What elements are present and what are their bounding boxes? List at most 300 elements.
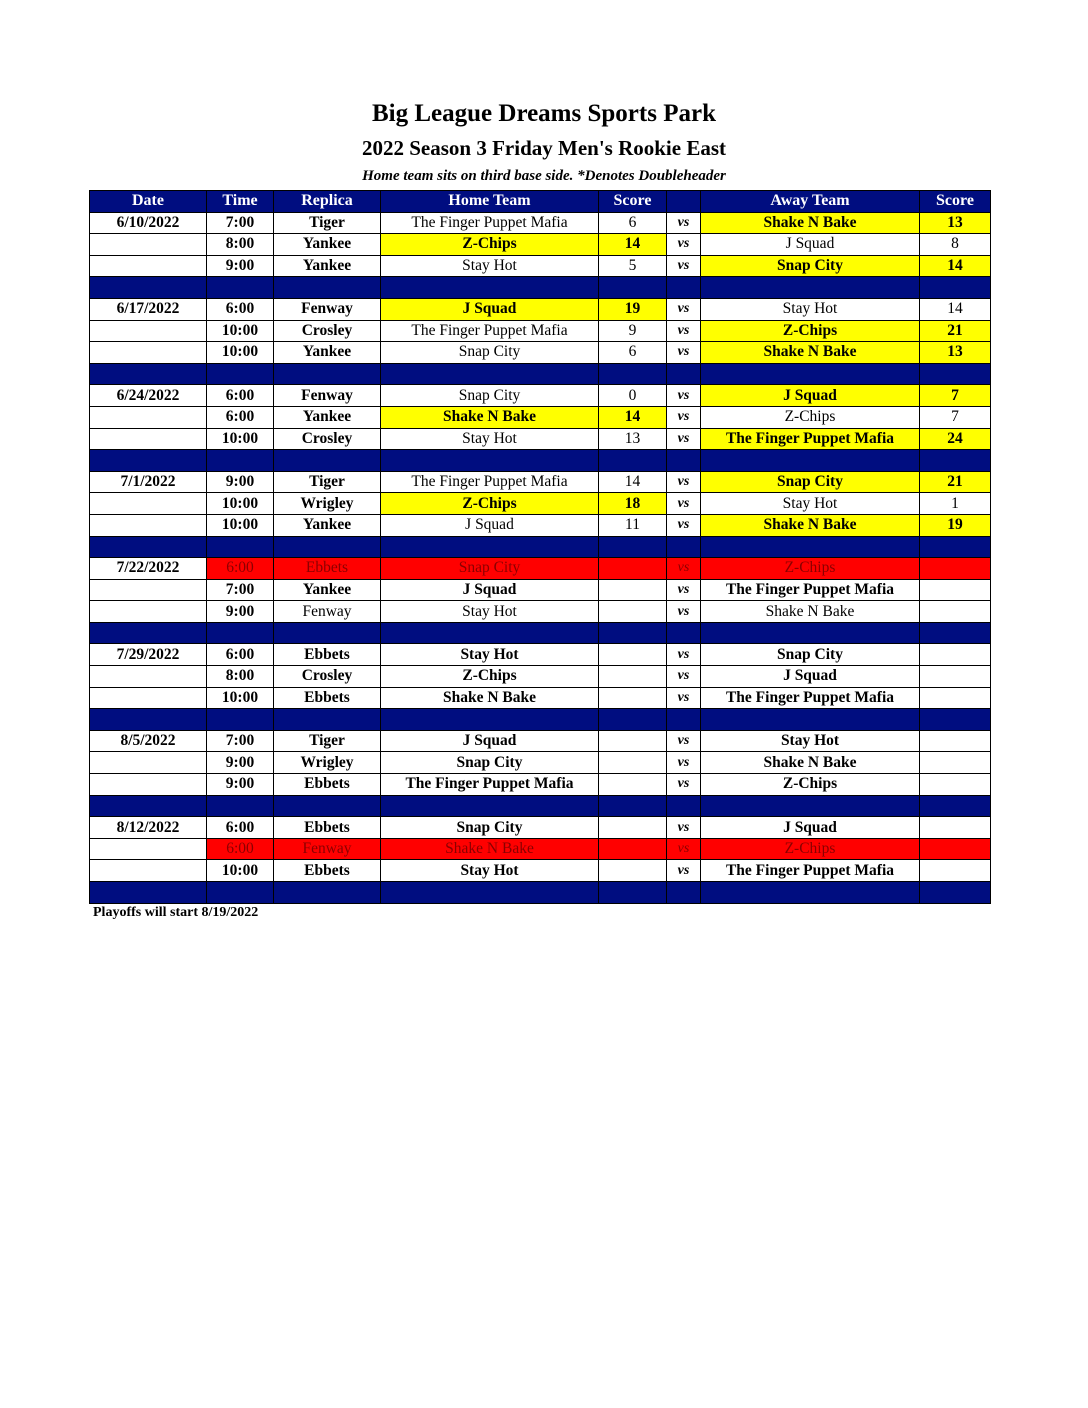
game-time: 10:00 [207, 514, 274, 536]
separator-cell [381, 795, 599, 817]
separator-cell [701, 536, 920, 558]
vs-label: vs [667, 406, 701, 428]
away-team: The Finger Puppet Mafia [701, 579, 920, 601]
away-score: 13 [920, 342, 991, 364]
separator-cell [667, 709, 701, 731]
game-time: 10:00 [207, 342, 274, 364]
separator-cell [599, 882, 667, 904]
separator-cell [701, 277, 920, 299]
separator-cell [274, 450, 381, 472]
separator-cell [701, 450, 920, 472]
away-team: Z-Chips [701, 774, 920, 796]
away-score: 24 [920, 428, 991, 450]
vs-label: vs [667, 342, 701, 364]
separator-cell [90, 882, 207, 904]
away-score: 1 [920, 493, 991, 515]
game-time: 10:00 [207, 687, 274, 709]
home-score [599, 817, 667, 839]
vs-label: vs [667, 774, 701, 796]
home-score [599, 666, 667, 688]
away-team: Z-Chips [701, 320, 920, 342]
home-score: 6 [599, 212, 667, 234]
separator-cell [599, 277, 667, 299]
vs-label: vs [667, 298, 701, 320]
home-score [599, 579, 667, 601]
game-date [90, 687, 207, 709]
home-score [599, 752, 667, 774]
schedule-table [89, 190, 991, 904]
home-team: The Finger Puppet Mafia [381, 320, 599, 342]
home-team: Snap City [381, 752, 599, 774]
separator-cell [599, 795, 667, 817]
game-replica: Yankee [274, 579, 381, 601]
game-row [90, 601, 991, 623]
away-team: Stay Hot [701, 730, 920, 752]
separator-cell [274, 277, 381, 299]
game-row [90, 385, 991, 407]
separator-cell [667, 795, 701, 817]
game-row [90, 860, 991, 882]
week-separator [90, 450, 991, 472]
header-vs [667, 191, 701, 213]
away-team: Shake N Bake [701, 212, 920, 234]
game-date: 8/12/2022 [90, 817, 207, 839]
home-team: Stay Hot [381, 860, 599, 882]
home-score [599, 838, 667, 860]
game-date: 7/29/2022 [90, 644, 207, 666]
home-team: The Finger Puppet Mafia [381, 212, 599, 234]
game-date: 6/10/2022 [90, 212, 207, 234]
away-team: Snap City [701, 255, 920, 277]
separator-cell [207, 277, 274, 299]
home-team: The Finger Puppet Mafia [381, 471, 599, 493]
home-score: 11 [599, 514, 667, 536]
game-time: 8:00 [207, 234, 274, 256]
game-date [90, 428, 207, 450]
home-score: 18 [599, 493, 667, 515]
game-date [90, 342, 207, 364]
home-team: J Squad [381, 730, 599, 752]
home-score: 19 [599, 298, 667, 320]
away-score: 19 [920, 514, 991, 536]
game-time: 10:00 [207, 320, 274, 342]
week-separator [90, 709, 991, 731]
separator-cell [274, 363, 381, 385]
home-score: 5 [599, 255, 667, 277]
home-team: Stay Hot [381, 255, 599, 277]
week-separator [90, 363, 991, 385]
separator-cell [381, 363, 599, 385]
separator-cell [207, 536, 274, 558]
away-score [920, 752, 991, 774]
game-replica: Fenway [274, 838, 381, 860]
home-team: Z-Chips [381, 493, 599, 515]
separator-cell [599, 536, 667, 558]
game-date [90, 514, 207, 536]
separator-cell [274, 622, 381, 644]
vs-label: vs [667, 666, 701, 688]
game-replica: Crosley [274, 320, 381, 342]
week-separator [90, 622, 991, 644]
game-row [90, 406, 991, 428]
separator-cell [599, 622, 667, 644]
separator-cell [207, 450, 274, 472]
game-replica: Fenway [274, 298, 381, 320]
header-row [90, 191, 991, 213]
away-score: 14 [920, 255, 991, 277]
vs-label: vs [667, 817, 701, 839]
separator-cell [90, 450, 207, 472]
away-score: 13 [920, 212, 991, 234]
away-score [920, 644, 991, 666]
game-row [90, 666, 991, 688]
game-replica: Ebbets [274, 774, 381, 796]
game-time: 6:00 [207, 558, 274, 580]
game-date: 6/24/2022 [90, 385, 207, 407]
separator-cell [920, 795, 991, 817]
separator-cell [381, 450, 599, 472]
separator-cell [920, 882, 991, 904]
away-team: Z-Chips [701, 838, 920, 860]
game-time: 7:00 [207, 212, 274, 234]
separator-cell [207, 709, 274, 731]
game-replica: Tiger [274, 471, 381, 493]
home-team: Shake N Bake [381, 406, 599, 428]
game-date [90, 838, 207, 860]
game-row [90, 514, 991, 536]
separator-cell [90, 363, 207, 385]
game-replica: Yankee [274, 514, 381, 536]
separator-cell [667, 536, 701, 558]
home-team: Z-Chips [381, 666, 599, 688]
away-score: 8 [920, 234, 991, 256]
header-away-score: Score [920, 191, 991, 213]
game-time: 6:00 [207, 298, 274, 320]
header-replica: Replica [274, 191, 381, 213]
header-time: Time [207, 191, 274, 213]
away-score [920, 579, 991, 601]
game-time: 6:00 [207, 406, 274, 428]
away-score [920, 687, 991, 709]
vs-label: vs [667, 601, 701, 623]
game-time: 9:00 [207, 774, 274, 796]
away-score [920, 558, 991, 580]
vs-label: vs [667, 730, 701, 752]
home-score [599, 558, 667, 580]
away-score [920, 601, 991, 623]
game-row [90, 558, 991, 580]
game-replica: Yankee [274, 406, 381, 428]
game-row [90, 428, 991, 450]
game-date [90, 255, 207, 277]
game-row [90, 471, 991, 493]
separator-cell [90, 536, 207, 558]
game-time: 7:00 [207, 579, 274, 601]
separator-cell [701, 795, 920, 817]
home-score: 14 [599, 406, 667, 428]
separator-cell [381, 709, 599, 731]
game-replica: Ebbets [274, 860, 381, 882]
game-row [90, 234, 991, 256]
game-date [90, 752, 207, 774]
separator-cell [701, 882, 920, 904]
vs-label: vs [667, 385, 701, 407]
game-replica: Yankee [274, 234, 381, 256]
separator-cell [90, 795, 207, 817]
game-row [90, 212, 991, 234]
away-team: Shake N Bake [701, 752, 920, 774]
home-team: Stay Hot [381, 644, 599, 666]
separator-cell [599, 363, 667, 385]
separator-cell [920, 450, 991, 472]
game-date: 7/22/2022 [90, 558, 207, 580]
game-replica: Tiger [274, 730, 381, 752]
separator-cell [667, 622, 701, 644]
home-team: The Finger Puppet Mafia [381, 774, 599, 796]
separator-cell [667, 363, 701, 385]
home-team: Stay Hot [381, 428, 599, 450]
home-team: J Squad [381, 298, 599, 320]
away-team: The Finger Puppet Mafia [701, 687, 920, 709]
header-away-team: Away Team [701, 191, 920, 213]
game-row [90, 817, 991, 839]
game-date [90, 579, 207, 601]
separator-cell [274, 709, 381, 731]
separator-cell [381, 622, 599, 644]
separator-cell [920, 709, 991, 731]
separator-cell [920, 363, 991, 385]
home-team: Snap City [381, 385, 599, 407]
separator-cell [207, 795, 274, 817]
home-score: 0 [599, 385, 667, 407]
separator-cell [381, 536, 599, 558]
schedule-body [90, 212, 991, 903]
game-replica: Fenway [274, 385, 381, 407]
home-score: 9 [599, 320, 667, 342]
game-time: 6:00 [207, 838, 274, 860]
game-replica: Ebbets [274, 644, 381, 666]
home-score: 13 [599, 428, 667, 450]
away-score [920, 774, 991, 796]
game-row [90, 752, 991, 774]
vs-label: vs [667, 687, 701, 709]
game-time: 9:00 [207, 752, 274, 774]
game-time: 6:00 [207, 644, 274, 666]
vs-label: vs [667, 320, 701, 342]
game-date [90, 320, 207, 342]
game-time: 7:00 [207, 730, 274, 752]
home-team: Snap City [381, 558, 599, 580]
game-date [90, 493, 207, 515]
away-score: 21 [920, 471, 991, 493]
home-score [599, 687, 667, 709]
game-row [90, 320, 991, 342]
week-separator [90, 536, 991, 558]
game-date: 6/17/2022 [90, 298, 207, 320]
home-score [599, 730, 667, 752]
away-team: Snap City [701, 471, 920, 493]
separator-cell [381, 882, 599, 904]
game-date [90, 860, 207, 882]
separator-cell [599, 709, 667, 731]
separator-cell [274, 795, 381, 817]
schedule-note: Home team sits on third base side. *Denotes Doubleheader [362, 168, 726, 184]
separator-cell [207, 882, 274, 904]
week-separator [90, 882, 991, 904]
game-date [90, 774, 207, 796]
game-time: 6:00 [207, 385, 274, 407]
separator-cell [920, 622, 991, 644]
separator-cell [90, 622, 207, 644]
game-row [90, 298, 991, 320]
away-score [920, 666, 991, 688]
separator-cell [274, 536, 381, 558]
home-team: Shake N Bake [381, 687, 599, 709]
away-team: J Squad [701, 234, 920, 256]
game-time: 10:00 [207, 493, 274, 515]
header-date: Date [90, 191, 207, 213]
away-score: 7 [920, 385, 991, 407]
vs-label: vs [667, 212, 701, 234]
separator-cell [667, 882, 701, 904]
home-score [599, 601, 667, 623]
home-team: Snap City [381, 817, 599, 839]
away-score: 14 [920, 298, 991, 320]
away-score: 21 [920, 320, 991, 342]
game-row [90, 774, 991, 796]
away-team: Shake N Bake [701, 342, 920, 364]
away-score [920, 838, 991, 860]
away-team: Shake N Bake [701, 601, 920, 623]
week-separator [90, 277, 991, 299]
home-score [599, 860, 667, 882]
game-replica: Ebbets [274, 817, 381, 839]
vs-label: vs [667, 514, 701, 536]
game-time: 8:00 [207, 666, 274, 688]
away-team: Z-Chips [701, 558, 920, 580]
game-row [90, 579, 991, 601]
vs-label: vs [667, 860, 701, 882]
game-time: 9:00 [207, 471, 274, 493]
away-team: J Squad [701, 817, 920, 839]
game-row [90, 342, 991, 364]
home-team: J Squad [381, 579, 599, 601]
away-team: Stay Hot [701, 298, 920, 320]
game-time: 6:00 [207, 817, 274, 839]
vs-label: vs [667, 558, 701, 580]
game-time: 9:00 [207, 601, 274, 623]
game-time: 10:00 [207, 428, 274, 450]
vs-label: vs [667, 752, 701, 774]
separator-cell [207, 622, 274, 644]
header-home-score: Score [599, 191, 667, 213]
away-team: J Squad [701, 385, 920, 407]
home-team: Stay Hot [381, 601, 599, 623]
away-team: The Finger Puppet Mafia [701, 428, 920, 450]
home-team: Snap City [381, 342, 599, 364]
game-date [90, 406, 207, 428]
game-replica: Wrigley [274, 493, 381, 515]
game-replica: Wrigley [274, 752, 381, 774]
page-title: Big League Dreams Sports Park [372, 100, 716, 127]
game-date [90, 601, 207, 623]
vs-label: vs [667, 471, 701, 493]
separator-cell [701, 363, 920, 385]
game-replica: Crosley [274, 428, 381, 450]
vs-label: vs [667, 579, 701, 601]
playoffs-note: Playoffs will start 8/19/2022 [93, 905, 259, 920]
separator-cell [920, 536, 991, 558]
separator-cell [90, 709, 207, 731]
game-replica: Tiger [274, 212, 381, 234]
game-date: 7/1/2022 [90, 471, 207, 493]
vs-label: vs [667, 234, 701, 256]
away-team: J Squad [701, 666, 920, 688]
away-score [920, 817, 991, 839]
away-score: 7 [920, 406, 991, 428]
game-replica: Fenway [274, 601, 381, 623]
game-replica: Ebbets [274, 558, 381, 580]
separator-cell [599, 450, 667, 472]
separator-cell [920, 277, 991, 299]
home-score [599, 644, 667, 666]
home-team: J Squad [381, 514, 599, 536]
game-row [90, 644, 991, 666]
away-team: Shake N Bake [701, 514, 920, 536]
away-team: Snap City [701, 644, 920, 666]
home-score: 14 [599, 471, 667, 493]
home-team: Shake N Bake [381, 838, 599, 860]
vs-label: vs [667, 493, 701, 515]
separator-cell [274, 882, 381, 904]
away-team: Stay Hot [701, 493, 920, 515]
game-replica: Crosley [274, 666, 381, 688]
separator-cell [667, 277, 701, 299]
game-replica: Ebbets [274, 687, 381, 709]
home-score: 14 [599, 234, 667, 256]
home-score: 6 [599, 342, 667, 364]
away-team: The Finger Puppet Mafia [701, 860, 920, 882]
game-row [90, 493, 991, 515]
separator-cell [207, 363, 274, 385]
game-row [90, 255, 991, 277]
vs-label: vs [667, 255, 701, 277]
week-separator [90, 795, 991, 817]
game-date: 8/5/2022 [90, 730, 207, 752]
vs-label: vs [667, 644, 701, 666]
game-row [90, 730, 991, 752]
game-replica: Yankee [274, 255, 381, 277]
away-score [920, 730, 991, 752]
header-home-team: Home Team [381, 191, 599, 213]
vs-label: vs [667, 428, 701, 450]
game-replica: Yankee [274, 342, 381, 364]
game-date [90, 234, 207, 256]
separator-cell [90, 277, 207, 299]
page-subtitle: 2022 Season 3 Friday Men's Rookie East [361, 136, 726, 160]
vs-label: vs [667, 838, 701, 860]
away-score [920, 860, 991, 882]
separator-cell [701, 622, 920, 644]
game-time: 9:00 [207, 255, 274, 277]
away-team: Z-Chips [701, 406, 920, 428]
separator-cell [381, 277, 599, 299]
home-score [599, 774, 667, 796]
game-row [90, 687, 991, 709]
game-time: 10:00 [207, 860, 274, 882]
home-team: Z-Chips [381, 234, 599, 256]
separator-cell [667, 450, 701, 472]
